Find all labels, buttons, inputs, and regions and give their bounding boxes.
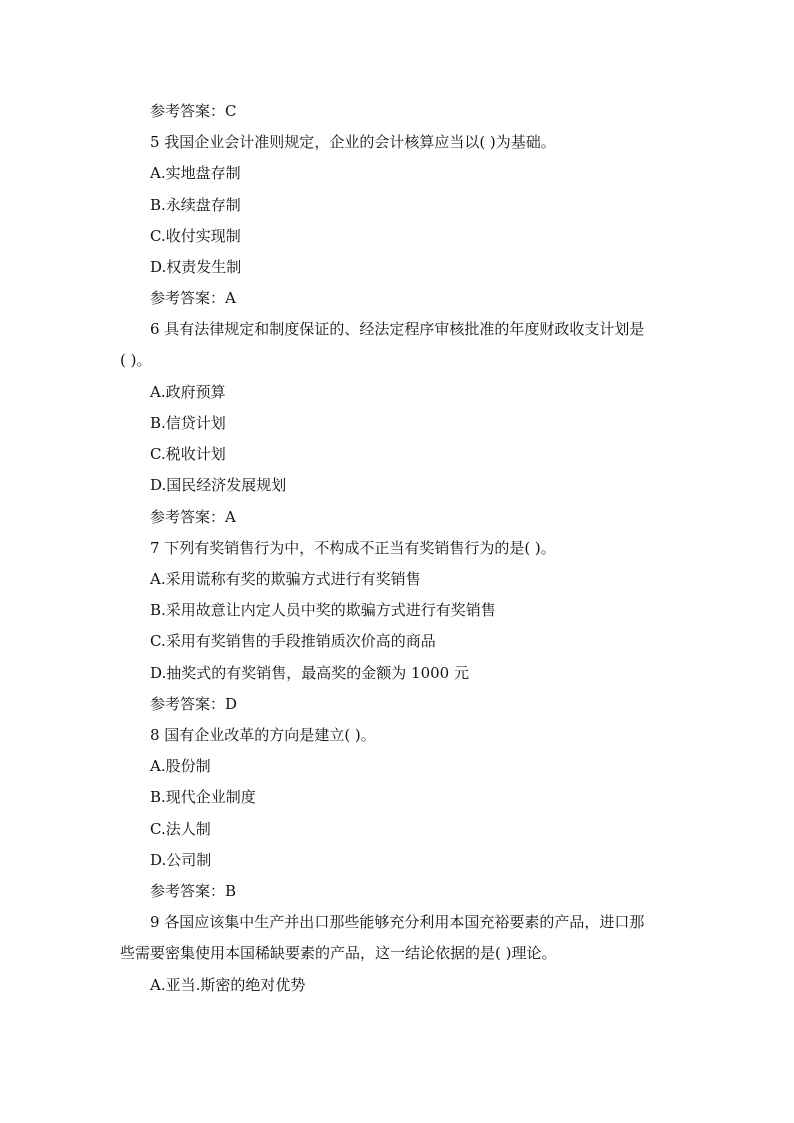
option-line: D.国民经济发展规划	[150, 476, 287, 494]
option-line: C.税收计划	[150, 445, 226, 463]
option-line: D.公司制	[150, 851, 212, 869]
option-line: B.信贷计划	[150, 414, 226, 432]
option-line: D.抽奖式的有奖销售，最高奖的金额为 1000 元	[150, 664, 469, 682]
question-9: 9 各国应该集中生产并出口那些能够充分利用本国充裕要素的产品，进口那	[150, 913, 645, 931]
question-6: 6 具有法律规定和制度保证的、经法定程序审核批准的年度财政收支计划是	[150, 320, 645, 338]
option-line: B.永续盘存制	[150, 196, 241, 214]
option-line: A.股份制	[150, 757, 211, 775]
option-line: C.法人制	[150, 820, 211, 838]
answer-line: 参考答案：C	[150, 102, 237, 120]
question-6-continuation: ( )。	[120, 351, 152, 369]
option-line: B.采用故意让内定人员中奖的欺骗方式进行有奖销售	[150, 601, 496, 619]
question-8: 8 国有企业改革的方向是建立( )。	[150, 726, 376, 744]
option-line: A.亚当.斯密的绝对优势	[150, 976, 306, 994]
option-line: C.采用有奖销售的手段推销质次价高的商品	[150, 632, 436, 650]
option-line: C.收付实现制	[150, 227, 241, 245]
answer-line: 参考答案：A	[150, 508, 236, 526]
option-line: A.实地盘存制	[150, 164, 241, 182]
question-5: 5 我国企业会计准则规定，企业的会计核算应当以( )为基础。	[150, 133, 556, 151]
option-line: D.权责发生制	[150, 258, 242, 276]
option-line: A.采用谎称有奖的欺骗方式进行有奖销售	[150, 570, 421, 588]
question-7: 7 下列有奖销售行为中，不构成不正当有奖销售行为的是( )。	[150, 539, 556, 557]
answer-line: 参考答案：A	[150, 289, 236, 307]
option-line: A.政府预算	[150, 383, 226, 401]
option-line: B.现代企业制度	[150, 788, 256, 806]
answer-line: 参考答案：B	[150, 882, 237, 900]
answer-line: 参考答案：D	[150, 695, 238, 713]
question-9-continuation: 些需要密集使用本国稀缺要素的产品，这一结论依据的是( )理论。	[120, 944, 557, 962]
